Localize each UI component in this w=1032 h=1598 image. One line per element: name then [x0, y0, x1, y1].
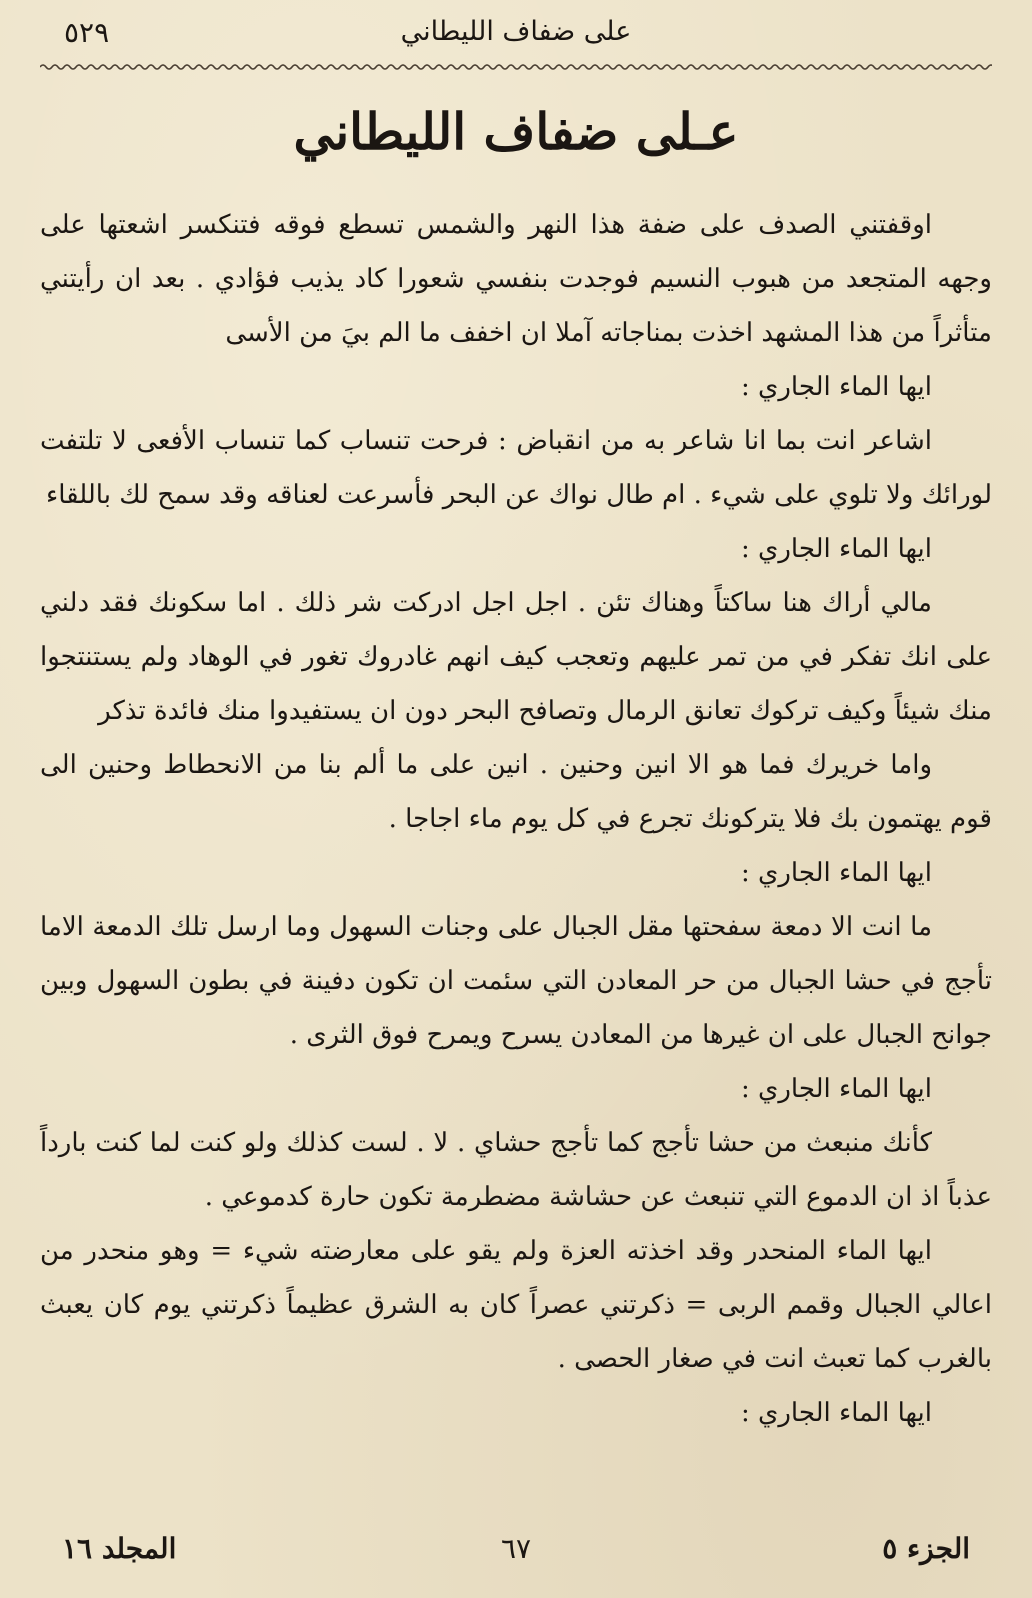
article-body: [40, 198, 992, 1440]
running-head-page-number: ٥٢٩: [64, 16, 110, 49]
paragraph: اشاعر انت بما انا شاعر به من انقباض : فرحت تنساب كما تنساب الأفعى لا تلتفت لورائك ولا تلوي على شيء . ام طال نواك عن البحر فأسرعت لعناقه وقد سمح لك باللقاء: [40, 426, 992, 510]
address-line: ايها الماء الجاري :: [740, 534, 932, 564]
running-head: [40, 12, 992, 56]
paragraph: ما انت الا دمعة سفحتها مقل الجبال على وجنات السهول وما ارسل تلك الدمعة الاما تأجج في حشا الجبال من حر المعادن التي سئمت ان تكون دفينة في بطون السهول وبين جوانح الجبال على ان غيرها من المعادن يسرح ويمرح فوق الثرى .: [40, 912, 992, 1050]
footer-volume-number: المجلد ١٦: [62, 1532, 177, 1565]
address-line: ايها الماء الجاري :: [740, 1074, 932, 1104]
article-title: عـلى ضفاف الليطاني: [293, 102, 739, 161]
decorative-wavy-rule: [40, 60, 992, 74]
paragraph: ايها الماء المنحدر وقد اخذته العزة ولم يقو على معارضته شيء = وهو منحدر من اعالي الجبال وقمم الربى = ذكرتني عصراً كان به الشرق عظيماً ذكرتني يوم كان يعبث بالغرب كما تعبث انت في صغار الحصى .: [40, 1236, 992, 1374]
address-line: ايها الماء الجاري :: [740, 372, 932, 402]
running-head-title: على ضفاف الليطاني: [400, 16, 632, 47]
paragraph: مالي أراك هنا ساكتاً وهناك تئن . اجل اجل ادركت شر ذلك . اما سكونك فقد دلني على انك تفكر في من تمر عليهم وتعجب كيف انهم غادروك تغور في الوهاد ولم يستنتجوا منك شيئاً وكيف تركوك تعانق الرمال وتصافح البحر دون ان يستفيدوا منك فائدة تذكر: [40, 588, 992, 726]
paragraph: اوقفتني الصدف على ضفة هذا النهر والشمس تسطع فوقه فتنكسر اشعتها على وجهه المتجعد من هبوب النسيم فوجدت بنفسي شعورا كاد يذيب فؤادي . بعد ان رأيتني متأثراً من هذا المشهد اخذت بمناجاته آملا ان اخفف ما الم بيَ من الأسى: [40, 210, 992, 348]
paragraph: واما خريرك فما هو الا انين وحنين . انين على ما ألم بنا من الانحطاط وحنين الى قوم يهتمون بك فلا يتركونك تجرع في كل يوم ماء اجاجا .: [40, 750, 992, 834]
footer-page-number: ٦٧: [500, 1532, 532, 1565]
address-line: ايها الماء الجاري :: [740, 858, 932, 888]
footer-part-number: الجزء ٥: [882, 1532, 970, 1565]
paragraph: كأنك منبعث من حشا تأجج كما تأجج حشاي . لا . لست كذلك ولو كنت لما كنت بارداً عذباً اذ ان الدموع التي تنبعث عن حشاشة مضطرمة تكون حارة كدموعي .: [40, 1128, 992, 1212]
page-footer: [62, 1532, 970, 1578]
address-line: ايها الماء الجاري :: [740, 1398, 932, 1428]
